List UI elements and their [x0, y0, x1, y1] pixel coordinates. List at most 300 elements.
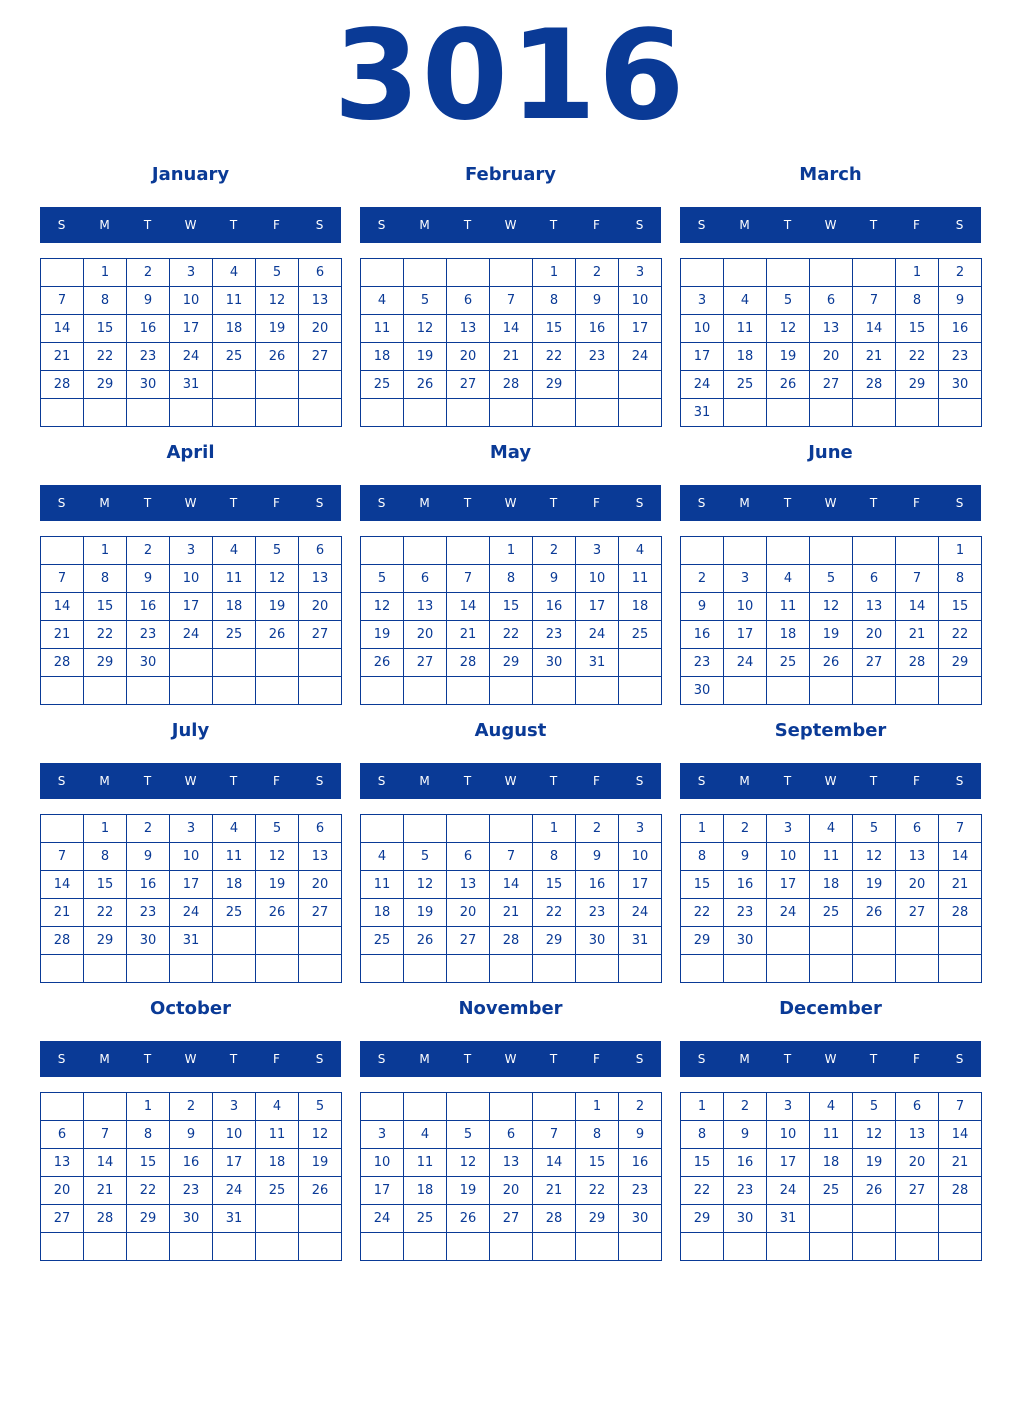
day-cell: 20: [404, 621, 447, 649]
day-cell: 25: [361, 927, 404, 955]
day-cell: 23: [724, 1177, 767, 1205]
day-cell: 27: [490, 1205, 533, 1233]
weekday-label: W: [504, 774, 517, 788]
empty-day-cell: [41, 399, 84, 427]
day-cell: 2: [576, 259, 619, 287]
empty-day-cell: [41, 537, 84, 565]
day-cell: 9: [170, 1121, 213, 1149]
day-cell: 9: [127, 843, 170, 871]
weekday-label: F: [913, 496, 920, 510]
day-cell: 3: [681, 287, 724, 315]
empty-day-cell: [853, 399, 896, 427]
day-cell: 9: [576, 843, 619, 871]
day-cell: 13: [896, 1121, 939, 1149]
weekday-header: [40, 1041, 341, 1077]
day-cell: 22: [490, 621, 533, 649]
day-cell: 13: [299, 565, 342, 593]
empty-day-cell: [853, 1205, 896, 1233]
day-cell: 1: [681, 1093, 724, 1121]
day-cell: 7: [447, 565, 490, 593]
weekday-label: S: [315, 1052, 324, 1066]
day-cell: 15: [939, 593, 982, 621]
day-cell: 26: [447, 1205, 490, 1233]
day-cell: 25: [810, 899, 853, 927]
day-cell: 23: [939, 343, 982, 371]
day-cell: 27: [299, 899, 342, 927]
day-cell: 29: [84, 649, 127, 677]
day-cell: 17: [681, 343, 724, 371]
weekday-label: T: [549, 218, 558, 232]
day-cell: 9: [724, 1121, 767, 1149]
empty-day-cell: [939, 955, 982, 983]
day-cell: 17: [170, 315, 213, 343]
day-cell: 20: [299, 315, 342, 343]
day-cell: 12: [853, 843, 896, 871]
day-cell: 5: [767, 287, 810, 315]
empty-day-cell: [84, 399, 127, 427]
empty-day-cell: [619, 649, 662, 677]
empty-day-cell: [576, 371, 619, 399]
day-cell: 5: [447, 1121, 490, 1149]
empty-day-cell: [404, 537, 447, 565]
day-cell: 8: [533, 843, 576, 871]
day-cell: 23: [724, 899, 767, 927]
weekday-label: W: [824, 218, 837, 232]
day-cell: 6: [299, 259, 342, 287]
day-cell: 26: [404, 371, 447, 399]
day-cell: 8: [533, 287, 576, 315]
day-cell: 5: [853, 1093, 896, 1121]
day-cell: 4: [724, 287, 767, 315]
weekday-label: S: [57, 218, 66, 232]
day-cell: 5: [404, 843, 447, 871]
day-cell: 17: [724, 621, 767, 649]
day-cell: 7: [939, 815, 982, 843]
day-cell: 10: [213, 1121, 256, 1149]
day-cell: 3: [170, 537, 213, 565]
weekday-label: T: [143, 774, 152, 788]
day-cell: 10: [681, 315, 724, 343]
day-cell: 28: [447, 649, 490, 677]
day-cell: 3: [767, 1093, 810, 1121]
day-cell: 30: [576, 927, 619, 955]
day-cell: 17: [619, 871, 662, 899]
day-cell: 26: [853, 899, 896, 927]
day-cell: 4: [404, 1121, 447, 1149]
day-cell: 20: [299, 593, 342, 621]
day-cell: 25: [361, 371, 404, 399]
day-cell: 21: [939, 871, 982, 899]
weekday-header: [40, 485, 341, 521]
day-cell: 2: [576, 815, 619, 843]
weekday-label: W: [824, 496, 837, 510]
day-grid: [40, 814, 342, 983]
day-cell: 26: [767, 371, 810, 399]
empty-day-cell: [853, 259, 896, 287]
day-cell: 14: [939, 843, 982, 871]
day-cell: 26: [256, 899, 299, 927]
empty-day-cell: [939, 927, 982, 955]
day-cell: 18: [213, 593, 256, 621]
weekday-header: [680, 207, 981, 243]
day-cell: 18: [213, 871, 256, 899]
day-cell: 30: [170, 1205, 213, 1233]
day-cell: 5: [256, 537, 299, 565]
day-cell: 16: [576, 315, 619, 343]
empty-day-cell: [213, 649, 256, 677]
empty-day-cell: [533, 1093, 576, 1121]
day-cell: 12: [256, 843, 299, 871]
day-cell: 13: [404, 593, 447, 621]
day-cell: 22: [576, 1177, 619, 1205]
month-name: March: [799, 164, 862, 185]
day-cell: 1: [939, 537, 982, 565]
day-grid: [680, 258, 982, 427]
day-cell: 12: [767, 315, 810, 343]
day-cell: 9: [619, 1121, 662, 1149]
day-cell: 12: [447, 1149, 490, 1177]
weekday-label: S: [315, 774, 324, 788]
empty-day-cell: [41, 815, 84, 843]
day-cell: 21: [490, 899, 533, 927]
empty-day-cell: [619, 399, 662, 427]
empty-day-cell: [361, 399, 404, 427]
day-cell: 10: [170, 843, 213, 871]
empty-day-cell: [447, 537, 490, 565]
weekday-label: F: [913, 1052, 920, 1066]
day-cell: 18: [404, 1177, 447, 1205]
day-cell: 18: [810, 871, 853, 899]
day-cell: 21: [490, 343, 533, 371]
day-grid: [40, 1092, 342, 1261]
day-cell: 3: [361, 1121, 404, 1149]
empty-day-cell: [170, 955, 213, 983]
empty-day-cell: [127, 955, 170, 983]
empty-day-cell: [447, 955, 490, 983]
day-cell: 30: [127, 371, 170, 399]
day-cell: 3: [619, 815, 662, 843]
day-cell: 11: [213, 287, 256, 315]
day-cell: 9: [127, 287, 170, 315]
day-cell: 14: [490, 871, 533, 899]
day-cell: 13: [896, 843, 939, 871]
day-cell: 10: [170, 287, 213, 315]
empty-day-cell: [361, 537, 404, 565]
empty-day-cell: [619, 371, 662, 399]
weekday-label: T: [463, 1052, 472, 1066]
empty-day-cell: [361, 815, 404, 843]
empty-day-cell: [939, 677, 982, 705]
empty-day-cell: [939, 1205, 982, 1233]
day-cell: 4: [361, 843, 404, 871]
empty-day-cell: [681, 537, 724, 565]
weekday-header: [680, 1041, 981, 1077]
empty-day-cell: [896, 399, 939, 427]
day-cell: 4: [213, 815, 256, 843]
day-cell: 25: [213, 343, 256, 371]
day-cell: 5: [256, 259, 299, 287]
empty-day-cell: [810, 955, 853, 983]
day-cell: 17: [767, 871, 810, 899]
day-cell: 30: [724, 1205, 767, 1233]
weekday-label: W: [824, 1052, 837, 1066]
day-cell: 1: [84, 815, 127, 843]
empty-day-cell: [576, 1233, 619, 1261]
day-cell: 9: [724, 843, 767, 871]
weekday-label: M: [739, 496, 750, 510]
empty-day-cell: [810, 259, 853, 287]
day-grid: [680, 814, 982, 983]
day-cell: 2: [681, 565, 724, 593]
day-cell: 19: [404, 343, 447, 371]
day-cell: 6: [810, 287, 853, 315]
day-cell: 10: [576, 565, 619, 593]
day-cell: 14: [490, 315, 533, 343]
day-cell: 13: [490, 1149, 533, 1177]
day-cell: 20: [299, 871, 342, 899]
day-cell: 11: [213, 843, 256, 871]
empty-day-cell: [404, 399, 447, 427]
day-cell: 6: [404, 565, 447, 593]
day-cell: 4: [213, 537, 256, 565]
day-cell: 27: [853, 649, 896, 677]
day-cell: 10: [724, 593, 767, 621]
day-cell: 20: [41, 1177, 84, 1205]
day-cell: 14: [853, 315, 896, 343]
day-cell: 31: [170, 371, 213, 399]
day-cell: 26: [404, 927, 447, 955]
day-cell: 8: [127, 1121, 170, 1149]
day-grid: [360, 536, 662, 705]
day-cell: 29: [533, 927, 576, 955]
weekday-label: F: [273, 496, 280, 510]
day-cell: 24: [576, 621, 619, 649]
day-cell: 16: [939, 315, 982, 343]
day-cell: 23: [170, 1177, 213, 1205]
empty-day-cell: [84, 955, 127, 983]
empty-day-cell: [490, 399, 533, 427]
day-cell: 15: [681, 1149, 724, 1177]
day-cell: 16: [170, 1149, 213, 1177]
day-cell: 29: [939, 649, 982, 677]
day-cell: 15: [127, 1149, 170, 1177]
weekday-label: S: [377, 774, 386, 788]
day-cell: 16: [724, 1149, 767, 1177]
empty-day-cell: [724, 1233, 767, 1261]
empty-day-cell: [447, 677, 490, 705]
day-cell: 27: [810, 371, 853, 399]
day-cell: 12: [810, 593, 853, 621]
day-cell: 3: [724, 565, 767, 593]
day-cell: 2: [619, 1093, 662, 1121]
day-cell: 4: [361, 287, 404, 315]
day-cell: 22: [939, 621, 982, 649]
day-cell: 30: [681, 677, 724, 705]
day-cell: 28: [533, 1205, 576, 1233]
day-cell: 6: [896, 1093, 939, 1121]
day-cell: 16: [127, 593, 170, 621]
day-cell: 16: [681, 621, 724, 649]
day-cell: 1: [576, 1093, 619, 1121]
day-cell: 20: [490, 1177, 533, 1205]
weekday-label: W: [184, 774, 197, 788]
day-cell: 1: [490, 537, 533, 565]
empty-day-cell: [256, 1205, 299, 1233]
day-cell: 21: [533, 1177, 576, 1205]
day-cell: 22: [84, 343, 127, 371]
empty-day-cell: [724, 537, 767, 565]
empty-day-cell: [299, 371, 342, 399]
weekday-label: F: [593, 218, 600, 232]
day-cell: 11: [404, 1149, 447, 1177]
month-name: July: [171, 720, 210, 741]
day-cell: 11: [767, 593, 810, 621]
empty-day-cell: [490, 1233, 533, 1261]
day-cell: 17: [213, 1149, 256, 1177]
day-cell: 31: [170, 927, 213, 955]
empty-day-cell: [256, 955, 299, 983]
empty-day-cell: [361, 677, 404, 705]
weekday-label: T: [869, 496, 878, 510]
day-cell: 14: [447, 593, 490, 621]
day-cell: 27: [299, 621, 342, 649]
empty-day-cell: [853, 955, 896, 983]
day-cell: 25: [767, 649, 810, 677]
weekday-label: S: [697, 1052, 706, 1066]
weekday-label: M: [99, 496, 110, 510]
day-cell: 3: [767, 815, 810, 843]
day-cell: 6: [41, 1121, 84, 1149]
empty-day-cell: [213, 677, 256, 705]
empty-day-cell: [810, 537, 853, 565]
day-cell: 6: [490, 1121, 533, 1149]
day-cell: 17: [361, 1177, 404, 1205]
empty-day-cell: [896, 955, 939, 983]
month-name: June: [808, 442, 853, 463]
day-cell: 24: [724, 649, 767, 677]
weekday-label: T: [463, 496, 472, 510]
day-cell: 24: [681, 371, 724, 399]
empty-day-cell: [576, 955, 619, 983]
empty-day-cell: [213, 399, 256, 427]
weekday-label: M: [739, 218, 750, 232]
empty-day-cell: [724, 259, 767, 287]
day-cell: 24: [170, 343, 213, 371]
empty-day-cell: [213, 927, 256, 955]
day-cell: 18: [810, 1149, 853, 1177]
weekday-label: F: [593, 774, 600, 788]
day-cell: 7: [41, 843, 84, 871]
empty-day-cell: [256, 371, 299, 399]
day-cell: 12: [256, 287, 299, 315]
day-cell: 16: [619, 1149, 662, 1177]
day-cell: 28: [41, 371, 84, 399]
day-cell: 13: [447, 315, 490, 343]
day-cell: 29: [681, 1205, 724, 1233]
empty-day-cell: [724, 399, 767, 427]
day-cell: 24: [170, 899, 213, 927]
empty-day-cell: [127, 677, 170, 705]
empty-day-cell: [361, 955, 404, 983]
empty-day-cell: [767, 259, 810, 287]
empty-day-cell: [41, 259, 84, 287]
day-grid: [40, 536, 342, 705]
empty-day-cell: [84, 1233, 127, 1261]
day-cell: 4: [810, 1093, 853, 1121]
day-cell: 28: [896, 649, 939, 677]
day-cell: 8: [84, 287, 127, 315]
empty-day-cell: [404, 677, 447, 705]
day-cell: 20: [447, 343, 490, 371]
day-cell: 18: [361, 343, 404, 371]
empty-day-cell: [404, 955, 447, 983]
empty-day-cell: [256, 1233, 299, 1261]
day-cell: 15: [576, 1149, 619, 1177]
empty-day-cell: [361, 259, 404, 287]
empty-day-cell: [896, 537, 939, 565]
day-cell: 15: [533, 871, 576, 899]
empty-day-cell: [213, 371, 256, 399]
day-cell: 22: [681, 899, 724, 927]
day-cell: 21: [939, 1149, 982, 1177]
empty-day-cell: [767, 1233, 810, 1261]
day-cell: 23: [127, 343, 170, 371]
day-cell: 1: [84, 259, 127, 287]
month-name: January: [151, 164, 230, 185]
day-cell: 9: [939, 287, 982, 315]
weekday-label: W: [824, 774, 837, 788]
empty-day-cell: [810, 1205, 853, 1233]
day-cell: 17: [576, 593, 619, 621]
empty-day-cell: [810, 677, 853, 705]
day-cell: 19: [767, 343, 810, 371]
day-cell: 29: [490, 649, 533, 677]
day-cell: 31: [681, 399, 724, 427]
weekday-label: T: [143, 218, 152, 232]
empty-day-cell: [576, 399, 619, 427]
empty-day-cell: [299, 1233, 342, 1261]
day-cell: 4: [619, 537, 662, 565]
day-cell: 13: [299, 287, 342, 315]
weekday-label: S: [315, 218, 324, 232]
day-cell: 26: [256, 621, 299, 649]
day-cell: 5: [810, 565, 853, 593]
month-name: September: [774, 720, 887, 741]
day-cell: 3: [576, 537, 619, 565]
day-cell: 31: [576, 649, 619, 677]
day-cell: 27: [447, 371, 490, 399]
day-cell: 30: [127, 649, 170, 677]
day-cell: 22: [533, 899, 576, 927]
day-cell: 5: [299, 1093, 342, 1121]
month-name: May: [489, 442, 532, 463]
day-cell: 5: [361, 565, 404, 593]
weekday-label: M: [99, 1052, 110, 1066]
empty-day-cell: [41, 955, 84, 983]
empty-day-cell: [681, 259, 724, 287]
day-cell: 2: [170, 1093, 213, 1121]
weekday-label: F: [593, 496, 600, 510]
day-cell: 24: [361, 1205, 404, 1233]
day-cell: 22: [127, 1177, 170, 1205]
empty-day-cell: [533, 677, 576, 705]
weekday-label: S: [57, 496, 66, 510]
day-cell: 24: [619, 343, 662, 371]
day-cell: 23: [127, 621, 170, 649]
day-cell: 8: [84, 565, 127, 593]
day-cell: 11: [810, 1121, 853, 1149]
day-cell: 11: [619, 565, 662, 593]
